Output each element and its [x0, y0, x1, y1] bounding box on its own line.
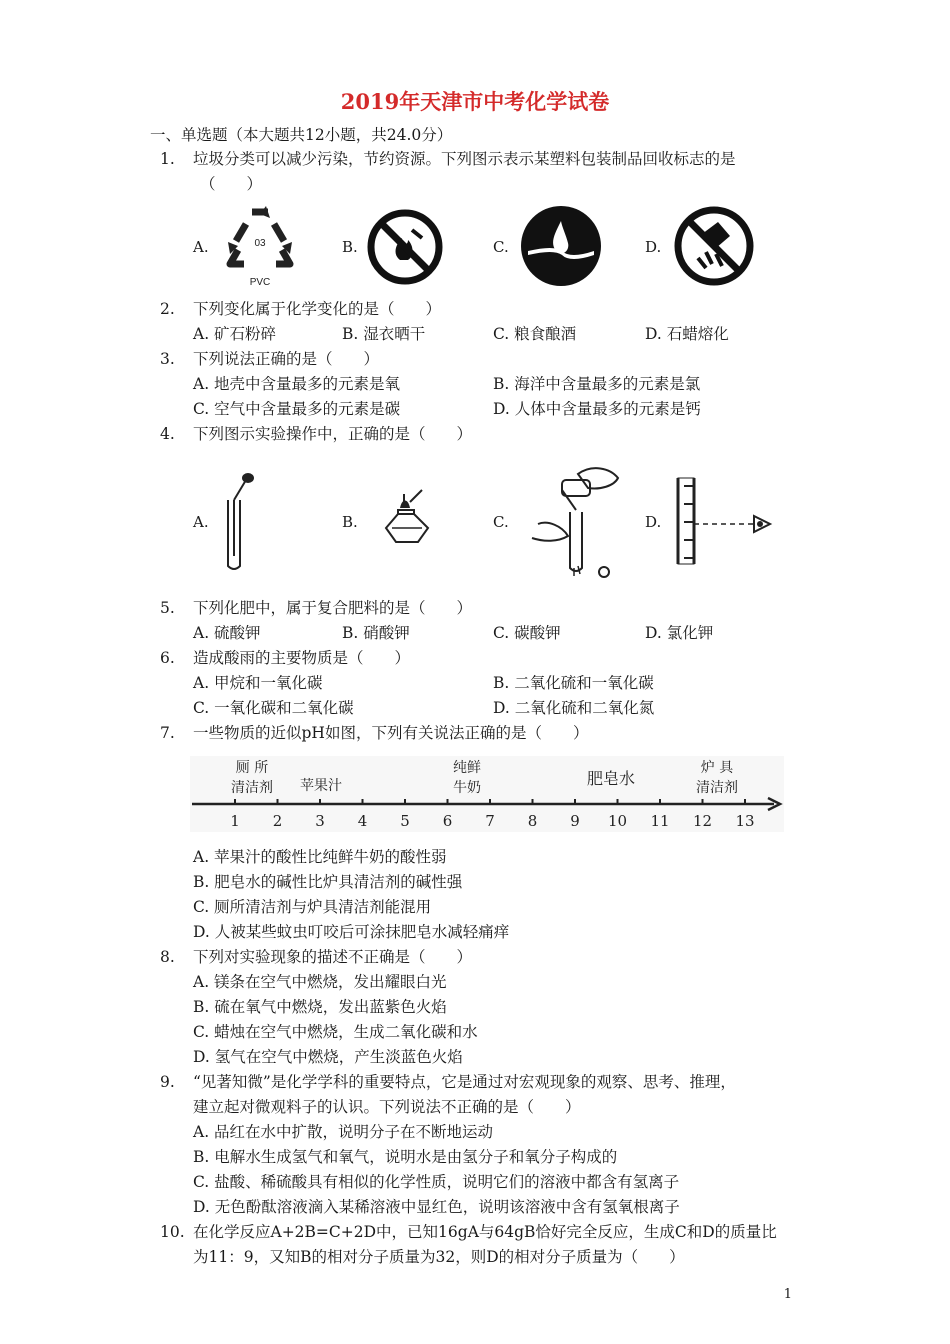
q6-option-b: B. 二氧化硫和一氧化碳: [493, 674, 654, 692]
q3-option-d: D. 人体中含量最多的元素是钙: [493, 400, 701, 418]
q1-option-a: A.: [193, 238, 209, 256]
ph-tick-label: 12: [692, 812, 713, 830]
q5-option-c: C. 碳酸钾: [493, 624, 561, 642]
question-9-text-line1: “见著知微”是化学学科的重要特点，它是通过对宏观现象的观察、思考、推理，: [193, 1073, 736, 1091]
no-fire-icon: [366, 208, 444, 286]
q9-option-d: D. 无色酚酞溶液滴入某稀溶液中显红色，说明该溶液中含有氢氧根离子: [193, 1198, 680, 1216]
page-number: 1: [783, 1287, 792, 1302]
q8-option-a: A. 镁条在空气中燃烧，发出耀眼白光: [193, 973, 447, 991]
ph-tick-label: 7: [485, 812, 495, 830]
q5-option-b: B. 硝酸钾: [342, 624, 410, 642]
question-2-text: 下列变化属于化学变化的是（ ）: [193, 300, 442, 318]
ph-tick-label: 13: [735, 812, 755, 830]
question-3-text: 下列说法正确的是（ ）: [193, 350, 380, 368]
question-6-number: 6.: [160, 649, 175, 667]
q9-option-a: A. 品红在水中扩散，说明分子在不断地运动: [193, 1123, 494, 1141]
question-5-text: 下列化肥中，属于复合肥料的是（ ）: [193, 599, 473, 617]
question-4-text: 下列图示实验操作中，正确的是（ ）: [193, 425, 473, 443]
section-heading: 一、单选题（本大题共12小题，共24.0分）: [150, 126, 453, 144]
q3-option-a: A. 地壳中含量最多的元素是氧: [193, 375, 401, 393]
pouring-liquid-icon: [518, 460, 630, 580]
question-9-number: 9.: [160, 1073, 175, 1091]
ph-tick-label: 6: [442, 812, 453, 830]
ph-tick-label: 5: [400, 812, 410, 830]
question-7-text: 一些物质的近似pH如图，下列有关说法正确的是（ ）: [193, 724, 589, 742]
ph-scale-diagram: [190, 756, 784, 832]
q2-option-d: D. 石蜡熔化: [645, 325, 729, 343]
question-1-number: 1.: [160, 150, 175, 168]
ph-tick-label: 1: [230, 812, 240, 830]
question-10-text-line2: 为11：9，又知B的相对分子质量为32，则D的相对分子质量为（ ）: [193, 1248, 685, 1266]
q6-option-a: A. 甲烷和一氧化碳: [193, 674, 323, 692]
recycle-symbol-icon: [216, 204, 304, 288]
q4-option-c: C.: [493, 513, 509, 531]
question-7-number: 7.: [160, 724, 175, 742]
q6-option-c: C. 一氧化碳和二氧化碳: [193, 699, 354, 717]
q7-option-c: C. 厕所清洁剂与炉具清洁剂能混用: [193, 898, 432, 916]
q4-option-a: A.: [193, 513, 209, 531]
question-1-paren: （ ）: [200, 175, 263, 193]
graduated-cylinder-reading-icon: [670, 474, 776, 568]
no-littering-icon: [672, 204, 756, 288]
q4-option-d: D.: [645, 513, 662, 531]
ph-tick-label: 3: [315, 812, 325, 830]
ph-tick-label: 8: [527, 812, 538, 830]
ph-label-soap-water: 肥皂水: [586, 771, 636, 788]
q2-option-b: B. 湿衣晒干: [342, 325, 426, 343]
question-1-text: 垃圾分类可以减少污染，节约资源。下列图示表示某塑料包装制品回收标志的是: [193, 150, 736, 168]
ph-tick-label: 9: [570, 812, 580, 830]
ph-tick-label: 2: [272, 812, 283, 830]
recycle-code: 03: [254, 238, 266, 249]
q2-option-c: C. 粮食酿酒: [493, 325, 577, 343]
ph-label-apple-juice: 苹果汁: [300, 778, 342, 794]
ph-label-toilet-cleaner-line1: 厕 所: [235, 760, 269, 776]
q8-option-d: D. 氢气在空气中燃烧，产生淡蓝色火焰: [193, 1048, 463, 1066]
q3-option-c: C. 空气中含量最多的元素是碳: [193, 400, 401, 418]
ph-label-milk-line2: 牛奶: [453, 780, 481, 796]
ph-label-toilet-cleaner-line2: 清洁剂: [231, 780, 273, 796]
recycle-label: PVC: [249, 277, 271, 288]
ph-tick-label: 10: [607, 812, 628, 830]
q9-option-c: C. 盐酸、稀硫酸具有相似的化学性质，说明它们的溶液中都含有氢离子: [193, 1173, 680, 1191]
q7-option-d: D. 人被某些蚊虫叮咬后可涂抹肥皂水减轻痛痒: [193, 923, 510, 941]
question-10-number: 10.: [160, 1223, 185, 1241]
question-8-number: 8.: [160, 948, 175, 966]
ph-label-oven-cleaner-line2: 清洁剂: [696, 780, 738, 796]
q4-option-b: B.: [342, 513, 358, 531]
q1-option-b: B.: [342, 238, 358, 256]
q5-option-d: D. 氯化钾: [645, 624, 714, 642]
page-title: 2019年天津市中考化学试卷: [340, 89, 610, 114]
q1-option-d: D.: [645, 238, 662, 256]
question-6-text: 造成酸雨的主要物质是（ ）: [193, 649, 411, 667]
q8-option-c: C. 蜡烛在空气中燃烧，生成二氧化碳和水: [193, 1023, 478, 1041]
question-5-number: 5.: [160, 599, 175, 617]
question-3-number: 3.: [160, 350, 175, 368]
q7-option-b: B. 肥皂水的碱性比炉具清洁剂的碱性强: [193, 873, 463, 891]
ph-label-milk-line1: 纯鲜: [453, 760, 481, 776]
alcohol-lamp-icon: [374, 484, 440, 550]
q5-option-a: A. 硫酸钾: [193, 624, 261, 642]
q1-option-c: C.: [493, 238, 509, 256]
test-tube-dropper-icon: [218, 470, 258, 574]
question-10-text-line1: 在化学反应A+2B=C+2D中，已知16gA与64gB恰好完全反应，生成C和D的质量比: [193, 1223, 777, 1241]
q6-option-d: D. 二氧化硫和二氧化氮: [493, 699, 655, 717]
q8-option-b: B. 硫在氧气中燃烧，发出蓝紫色火焰: [193, 998, 447, 1016]
ph-tick-label: 11: [650, 812, 670, 830]
question-4-number: 4.: [160, 425, 175, 443]
ph-tick-label: 4: [357, 812, 368, 830]
q9-option-b: B. 电解水生成氢气和氧气，说明水是由氢分子和氧分子构成的: [193, 1148, 618, 1166]
q2-option-a: A. 矿石粉碎: [193, 325, 277, 343]
question-2-number: 2.: [160, 300, 175, 318]
question-8-text: 下列对实验现象的描述不正确是（ ）: [193, 948, 473, 966]
q7-option-a: A. 苹果汁的酸性比纯鲜牛奶的酸性弱: [193, 848, 447, 866]
water-saving-icon: [520, 205, 602, 287]
q3-option-b: B. 海洋中含量最多的元素是氯: [493, 375, 701, 393]
question-9-text-line2: 建立起对微观料子的认识。下列说法不正确的是（ ）: [193, 1098, 581, 1116]
ph-label-oven-cleaner-line1: 炉 具: [700, 760, 734, 776]
